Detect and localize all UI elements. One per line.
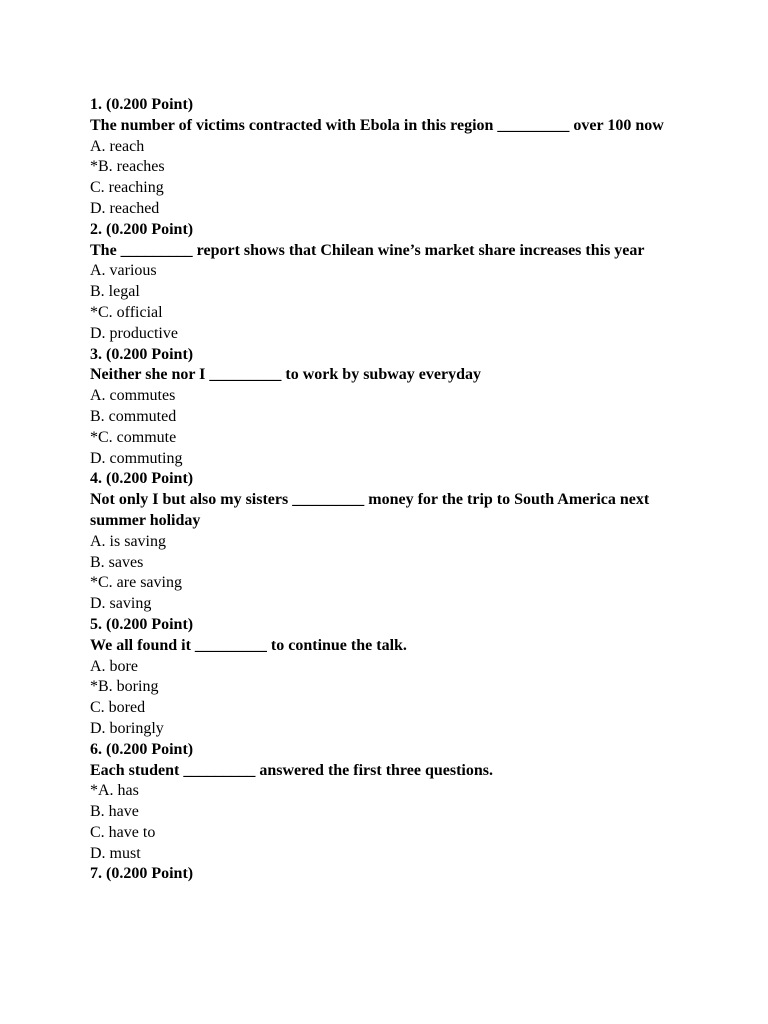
answer-options bbox=[90, 261, 680, 344]
answer-option-correct: *A. has bbox=[90, 782, 139, 800]
answer-option-correct: *C. official bbox=[90, 303, 163, 321]
answer-options bbox=[90, 657, 680, 740]
question-2 bbox=[90, 220, 680, 345]
answer-option: D. saving bbox=[90, 595, 152, 613]
answer-option-correct: *B. boring bbox=[90, 678, 159, 696]
answer-option-correct: *B. reaches bbox=[90, 158, 165, 176]
question-header: 4. (0.200 Point) bbox=[90, 470, 194, 488]
answer-option: B. have bbox=[90, 803, 139, 821]
answer-options bbox=[90, 532, 680, 615]
question-text: The _________ report shows that Chilean wine’s market share increases this year bbox=[90, 241, 645, 259]
question-text: The number of victims contracted with Ebola in this region _________ over 100 now bbox=[90, 116, 664, 134]
answer-option: B. legal bbox=[90, 283, 140, 301]
answer-option: D. boringly bbox=[90, 719, 164, 737]
answer-option: A. reach bbox=[90, 137, 145, 155]
answer-option: C. bored bbox=[90, 699, 146, 717]
answer-option: A. various bbox=[90, 262, 157, 280]
question-text: Not only I but also my sisters _________ money for the trip to South America next summer holiday bbox=[90, 491, 650, 529]
question-header: 7. (0.200 Point) bbox=[90, 865, 194, 883]
answer-option-correct: *C. are saving bbox=[90, 574, 182, 592]
answer-option: D. reached bbox=[90, 199, 160, 217]
question-header: 6. (0.200 Point) bbox=[90, 740, 194, 758]
question-header: 5. (0.200 Point) bbox=[90, 615, 194, 633]
answer-option: D. commuting bbox=[90, 449, 183, 467]
answer-option: D. productive bbox=[90, 324, 178, 342]
question-3 bbox=[90, 345, 680, 470]
question-header: 1. (0.200 Point) bbox=[90, 96, 194, 113]
question-7 bbox=[90, 864, 680, 885]
answer-option-correct: *C. commute bbox=[90, 428, 177, 446]
quiz-document bbox=[90, 95, 680, 885]
answer-options bbox=[90, 781, 680, 864]
answer-option: D. must bbox=[90, 844, 141, 862]
question-4 bbox=[90, 469, 680, 615]
question-1 bbox=[90, 95, 680, 220]
question-6 bbox=[90, 740, 680, 865]
question-header: 3. (0.200 Point) bbox=[90, 345, 194, 363]
answer-option: A. bore bbox=[90, 657, 138, 675]
question-text: We all found it _________ to continue the talk. bbox=[90, 636, 407, 654]
question-text: Neither she nor I _________ to work by subway everyday bbox=[90, 366, 481, 384]
question-header: 2. (0.200 Point) bbox=[90, 220, 194, 238]
answer-option: B. saves bbox=[90, 553, 144, 571]
answer-option: C. reaching bbox=[90, 179, 164, 197]
question-text: Each student _________ answered the first three questions. bbox=[90, 761, 493, 779]
answer-option: A. is saving bbox=[90, 532, 166, 550]
answer-option: B. commuted bbox=[90, 407, 177, 425]
answer-options bbox=[90, 137, 680, 220]
answer-option: C. have to bbox=[90, 823, 156, 841]
answer-option: A. commutes bbox=[90, 387, 176, 405]
answer-options bbox=[90, 386, 680, 469]
question-5 bbox=[90, 615, 680, 740]
